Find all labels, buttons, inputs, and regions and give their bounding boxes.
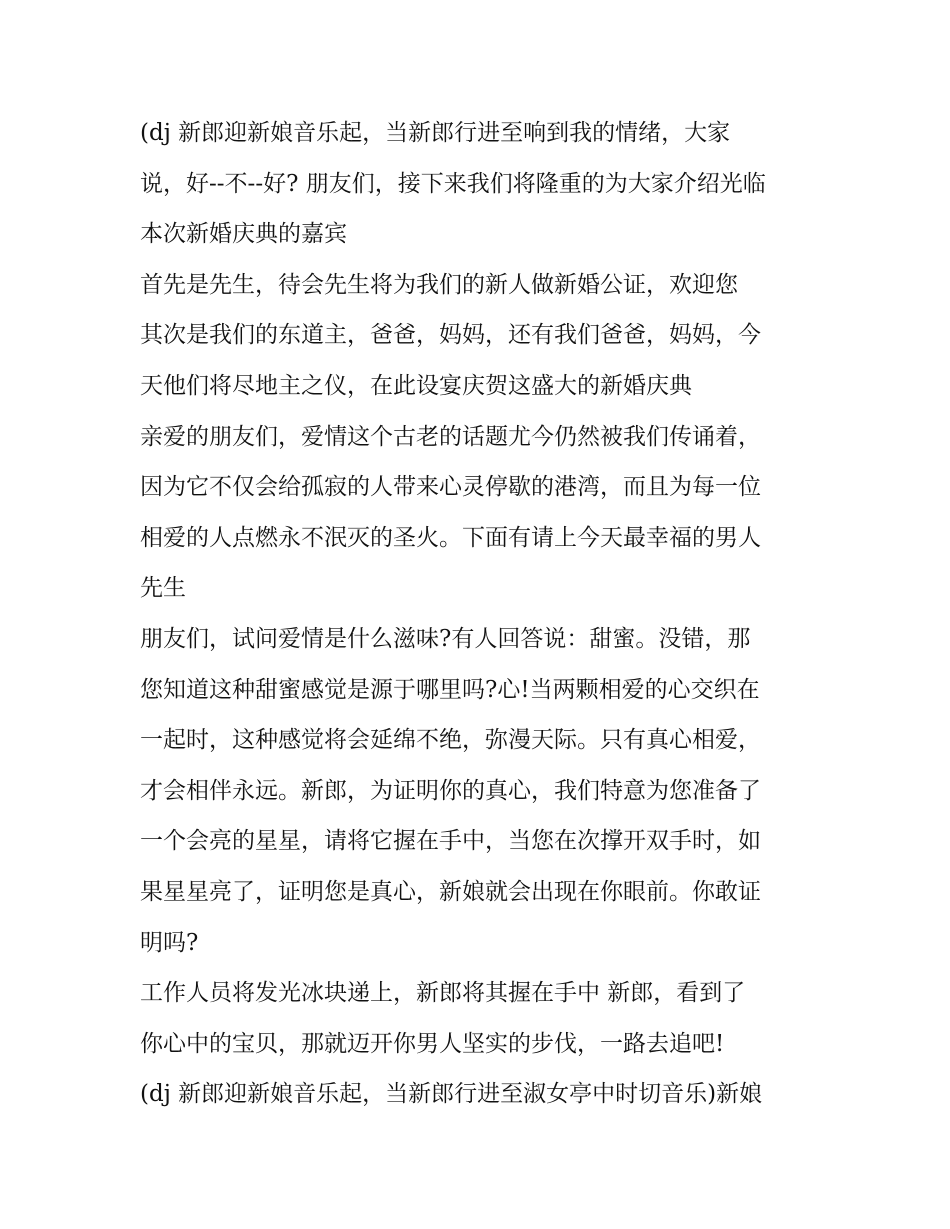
text-line: 才会相伴永远。新郎，为证明你的真心，我们特意为您准备了 xyxy=(140,777,761,804)
text-line: 果星星亮了，证明您是真心，新娘就会出现在你眼前。你敢证 xyxy=(140,878,761,905)
text-line: 说，好--不--好? 朋友们，接下来我们将隆重的为大家介绍光临 xyxy=(140,170,766,197)
text-line: 亲爱的朋友们，爱情这个古老的话题尤今仍然被我们传诵着， xyxy=(140,423,761,450)
text-line: 天他们将尽地主之仪，在此设宴庆贺这盛大的新婚庆典 xyxy=(140,372,692,399)
text-line: 您知道这种甜蜜感觉是源于哪里吗?心!当两颗相爱的心交织在 xyxy=(140,676,760,703)
text-line: 明吗? xyxy=(140,929,199,956)
text-line: 先生 xyxy=(140,575,186,602)
text-line: (dj 新郎迎新娘音乐起，当新郎行进至淑女亭中时切音乐)新娘 xyxy=(140,1081,763,1108)
text-line: 本次新婚庆典的嘉宾 xyxy=(140,221,347,248)
text-line: 一起时，这种感觉将会延绵不绝，弥漫天际。只有真心相爱， xyxy=(140,727,761,754)
text-line: 首先是先生，待会先生将为我们的新人做新婚公证，欢迎您 xyxy=(140,271,738,298)
text-line: 其次是我们的东道主，爸爸，妈妈，还有我们爸爸，妈妈，今 xyxy=(140,322,761,349)
text-line: 因为它不仅会给孤寂的人带来心灵停歇的港湾，而且为每一位 xyxy=(140,474,761,501)
text-line: (dj 新郎迎新娘音乐起，当新郎行进至响到我的情绪，大家 xyxy=(140,120,731,146)
text-line: 相爱的人点燃永不泯灭的圣火。下面有请上今天最幸福的男人 xyxy=(140,524,761,551)
text-line: 朋友们，试问爱情是什么滋味?有人回答说：甜蜜。没错，那 xyxy=(140,625,751,652)
text-line: 一个会亮的星星，请将它握在手中，当您在次撑开双手时，如 xyxy=(140,828,761,855)
document-body xyxy=(140,108,830,1120)
text-line: 工作人员将发光冰块递上，新郎将其握在手中 新郎，看到了 xyxy=(140,980,746,1007)
text-line: 你心中的宝贝，那就迈开你男人坚实的步伐，一路去追吧! xyxy=(140,1030,725,1057)
